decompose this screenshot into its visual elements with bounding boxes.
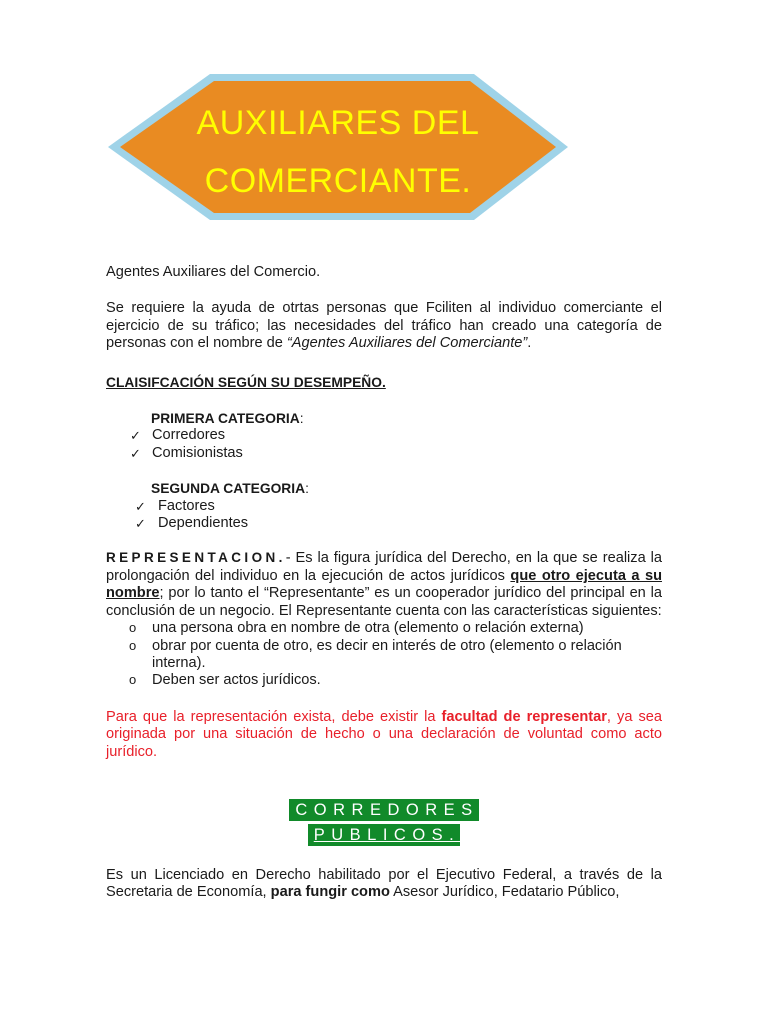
representation-paragraph: [106, 549, 662, 620]
circle-bullet-icon: o: [129, 637, 137, 653]
list-item: [106, 620, 662, 637]
banner-title-line1: AUXILIARES DEL: [196, 104, 480, 142]
checkmark-icon: ✓: [135, 516, 146, 532]
list-item: [106, 638, 662, 673]
corredores-paragraph: [106, 867, 662, 902]
list-item: [106, 445, 662, 462]
list-item-label: Deben ser actos jurídicos.: [152, 672, 321, 689]
category-2-list: [106, 498, 662, 533]
circle-bullet-icon: o: [129, 620, 137, 636]
list-item: [106, 672, 662, 689]
list-item: [106, 498, 662, 515]
section-title-line2: PUBLICOS.: [308, 824, 461, 846]
intro-paragraph-quote: “Agentes Auxiliares del Comerciante”: [286, 335, 528, 352]
characteristics-list: [106, 620, 662, 690]
red-note: [106, 709, 662, 761]
red-note-text-2: , ya sea originada por una situación de hecho o una declaración de voluntad como acto jurídico.: [106, 708, 663, 760]
red-note-bold: facultad de representar: [441, 708, 607, 725]
representation-term: REPRESENTACION.: [106, 550, 286, 566]
representation-text-1: - Es la figura jurídica del Derecho, en la que se realiza la prolongación del individuo en la ejecución de actos jurídicos: [106, 550, 662, 584]
category-2-title-text: SEGUNDA CATEGORIA: [151, 481, 306, 497]
banner-title-line2: COMERCIANTE.: [204, 162, 472, 200]
document-body: [106, 264, 662, 902]
list-item-label: una persona obra en nombre de otra (elemento o relación externa): [152, 620, 584, 637]
circle-bullet-icon: o: [129, 672, 137, 688]
category-2-colon: :: [305, 481, 309, 497]
list-item-label: Dependientes: [158, 515, 249, 532]
list-item-label: Corredores: [152, 427, 225, 444]
corredores-bold: para fungir como: [270, 884, 390, 901]
intro-paragraph-text: Se requiere la ayuda de otrtas personas que Fciliten al individuo comerciante el ejercicio de su tráfico; las necesidades del tráfico han creado una categoría de personas con el nombre de: [106, 300, 662, 352]
list-item: [106, 427, 662, 444]
classification-heading: CLAISIFCACIÓN SEGÚN SU DESEMPEÑO.: [106, 374, 386, 390]
section-title: [106, 799, 662, 846]
section-title-line1: CORREDORES: [289, 799, 478, 821]
category-1-title-text: PRIMERA CATEGORIA: [151, 411, 300, 427]
intro-paragraph-end: .: [527, 335, 532, 352]
category-2-title: [151, 480, 662, 497]
category-1-list: [106, 427, 662, 462]
checkmark-icon: ✓: [130, 445, 141, 461]
checkmark-icon: ✓: [130, 428, 141, 444]
representation-emphasis: que otro ejecuta a su nombre: [106, 567, 662, 602]
representation-text-2: ; por lo tanto el “Representante” es un cooperador jurídico del principal en la conclusión de un negocio. El Representante cuenta con las características siguientes:: [106, 585, 662, 619]
banner-title: [108, 94, 568, 210]
intro-line: Agentes Auxiliares del Comercio.: [106, 264, 321, 280]
list-item-label: obrar por cuenta de otro, es decir en interés de otro (elemento o relación interna).: [152, 637, 622, 671]
title-banner: [108, 72, 568, 222]
corredores-text-1: Es un Licenciado en Derecho habilitado por el Ejecutivo Federal, a través de la Secretaria de Economía,: [106, 866, 662, 901]
list-item: [106, 515, 662, 532]
red-note-text-1: Para que la representación exista, debe existir la: [106, 708, 442, 725]
list-item-label: Comisionistas: [152, 444, 243, 461]
corredores-text-2: Asesor Jurídico, Fedatario Público,: [389, 884, 620, 901]
category-1-title: [151, 410, 662, 427]
checkmark-icon: ✓: [135, 498, 146, 514]
intro-paragraph: [106, 300, 662, 352]
category-1-colon: :: [299, 411, 304, 427]
list-item-label: Factores: [158, 497, 215, 514]
